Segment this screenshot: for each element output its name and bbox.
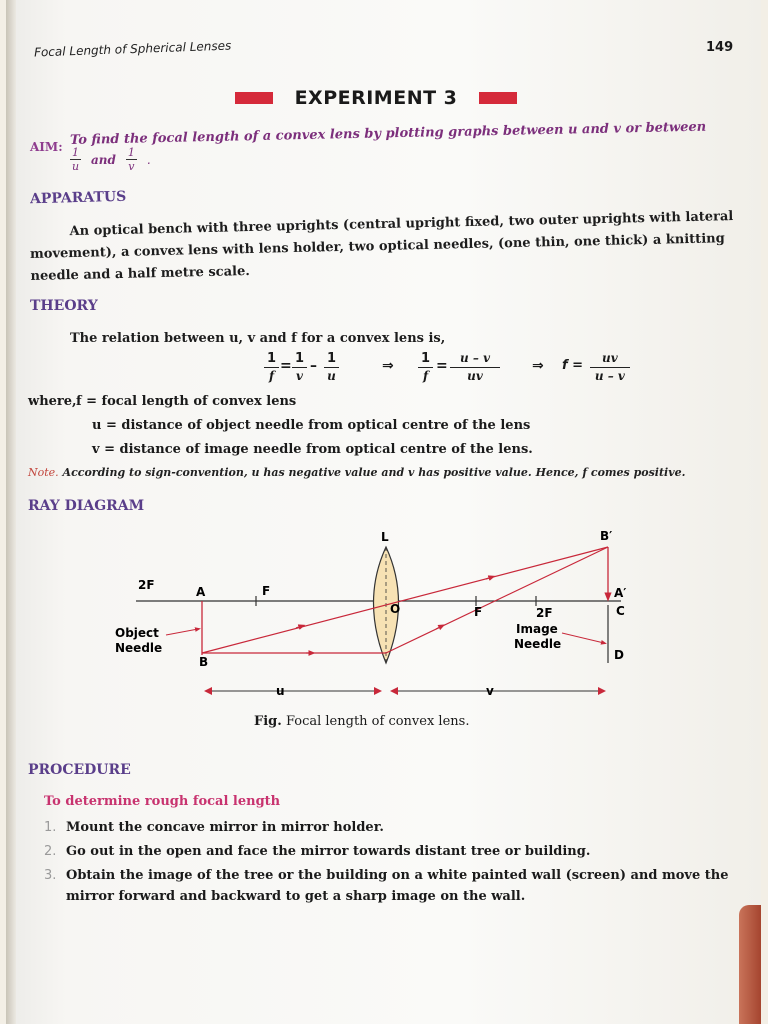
aim-label: AIM: xyxy=(30,140,63,154)
note xyxy=(28,466,685,479)
where-label: where, xyxy=(28,394,77,409)
eq-term-umv-over-uv: $\frac{u - v}{uv}$ xyxy=(450,350,500,385)
step-number: 2. xyxy=(44,844,57,859)
label-2F-left: 2F xyxy=(138,578,155,592)
red-bar-left xyxy=(235,92,273,104)
label-A: A xyxy=(196,585,206,599)
aim-text: To find the focal length of a convex lens by plotting graphs between u and v or between xyxy=(69,119,707,148)
def-u: u = distance of object needle from optical centre of the lens xyxy=(92,418,531,433)
procedure-step-2 xyxy=(44,841,734,862)
running-header: Focal Length of Spherical Lenses xyxy=(33,38,232,60)
book-page xyxy=(6,0,761,1024)
label-O: O xyxy=(390,602,401,616)
eq-minus: – xyxy=(310,358,317,374)
label-F-right: F xyxy=(474,605,483,619)
label-image: Image xyxy=(516,622,558,636)
apparatus-heading: APPARATUS xyxy=(29,188,127,208)
eq-term-1-over-v: $\frac{1}{v}$ xyxy=(292,350,307,385)
lens-formula xyxy=(264,346,644,390)
label-A-prime: A′ xyxy=(614,586,627,600)
aim-fractions xyxy=(70,146,151,173)
label-B-prime: B′ xyxy=(600,529,613,543)
step-text: Go out in the open and face the mirror towards distant tree or building. xyxy=(66,844,591,859)
procedure-subheading: To determine rough focal length xyxy=(44,794,281,809)
ray-diagram-heading: RAY DIAGRAM xyxy=(28,498,145,514)
aim-fraction-2: $\frac{1}{v}$ xyxy=(127,146,135,173)
label-u: u xyxy=(276,684,285,698)
step-number: 3. xyxy=(44,868,57,883)
page-number: 149 xyxy=(706,40,734,55)
procedure-heading: PROCEDURE xyxy=(28,762,131,778)
def-f: f = focal length of convex lens xyxy=(76,394,297,409)
label-C: C xyxy=(616,604,625,618)
procedure-step-3 xyxy=(44,865,734,907)
red-bar-right xyxy=(479,92,517,104)
apparatus-text: An optical bench with three uprights (central upright fixed, two outer uprights with lateral movement), a convex lens with lens holder, two optical needles, (one thin, one thick) a knitting needle and a half metre scale. xyxy=(29,209,734,284)
label-L: L xyxy=(381,530,389,544)
theory-heading: THEORY xyxy=(30,298,98,314)
label-object-needle: Needle xyxy=(115,641,163,655)
experiment-title xyxy=(226,86,526,110)
label-B: B xyxy=(199,655,209,669)
def-v: v = distance of image needle from optical centre of the lens. xyxy=(92,442,533,457)
object-pointer xyxy=(166,629,198,635)
eq-equals-2: = xyxy=(436,358,448,374)
figure-caption-text: Focal length of convex lens. xyxy=(285,714,470,729)
eq-term-uv-over-umv: $\frac{uv}{u - v}$ xyxy=(590,350,630,385)
image-pointer xyxy=(562,633,604,643)
theory-intro: The relation between u, v and f for a convex lens is, xyxy=(70,331,446,346)
ray-refracted-focal xyxy=(386,547,608,653)
eq-term-1-over-f-b: $\frac{1}{f}$ xyxy=(418,350,433,385)
eq-implies-2: ⇒ xyxy=(532,358,544,374)
aim-end: . xyxy=(146,152,151,167)
ray-diagram xyxy=(106,525,646,703)
book-edge-strip xyxy=(739,905,761,1024)
eq-term-1-over-f: $\frac{1}{f}$ xyxy=(264,350,279,385)
label-object: Object xyxy=(115,626,159,640)
eq-implies-1: ⇒ xyxy=(382,358,394,374)
label-F-left: F xyxy=(262,584,271,598)
eq-f-equals: f = xyxy=(562,358,584,373)
step-text: Mount the concave mirror in mirror holder. xyxy=(66,820,384,835)
note-text: According to sign-convention, u has negative value and v has positive value. Hence, f comes positive. xyxy=(62,466,686,479)
label-2F-right: 2F xyxy=(536,606,553,620)
aim-fraction-1: $\frac{1}{u}$ xyxy=(71,146,80,173)
note-label: Note. xyxy=(28,466,59,479)
label-image-needle: Needle xyxy=(514,637,562,651)
label-v: v xyxy=(486,684,494,698)
page-spine xyxy=(6,0,16,1024)
step-text: Obtain the image of the tree or the building on a white painted wall (screen) and move the mirror forward and backward to get a sharp image on the wall. xyxy=(66,868,729,904)
step-number: 1. xyxy=(44,820,57,835)
aim-connector: and xyxy=(91,152,116,167)
figure-caption xyxy=(254,714,469,729)
label-D: D xyxy=(614,648,624,662)
experiment-title-text: EXPERIMENT 3 xyxy=(294,87,458,109)
eq-term-1-over-u: $\frac{1}{u}$ xyxy=(324,350,339,385)
figure-caption-bold: Fig. xyxy=(254,714,282,729)
eq-equals-1: = xyxy=(280,358,292,374)
procedure-step-1 xyxy=(44,817,734,838)
